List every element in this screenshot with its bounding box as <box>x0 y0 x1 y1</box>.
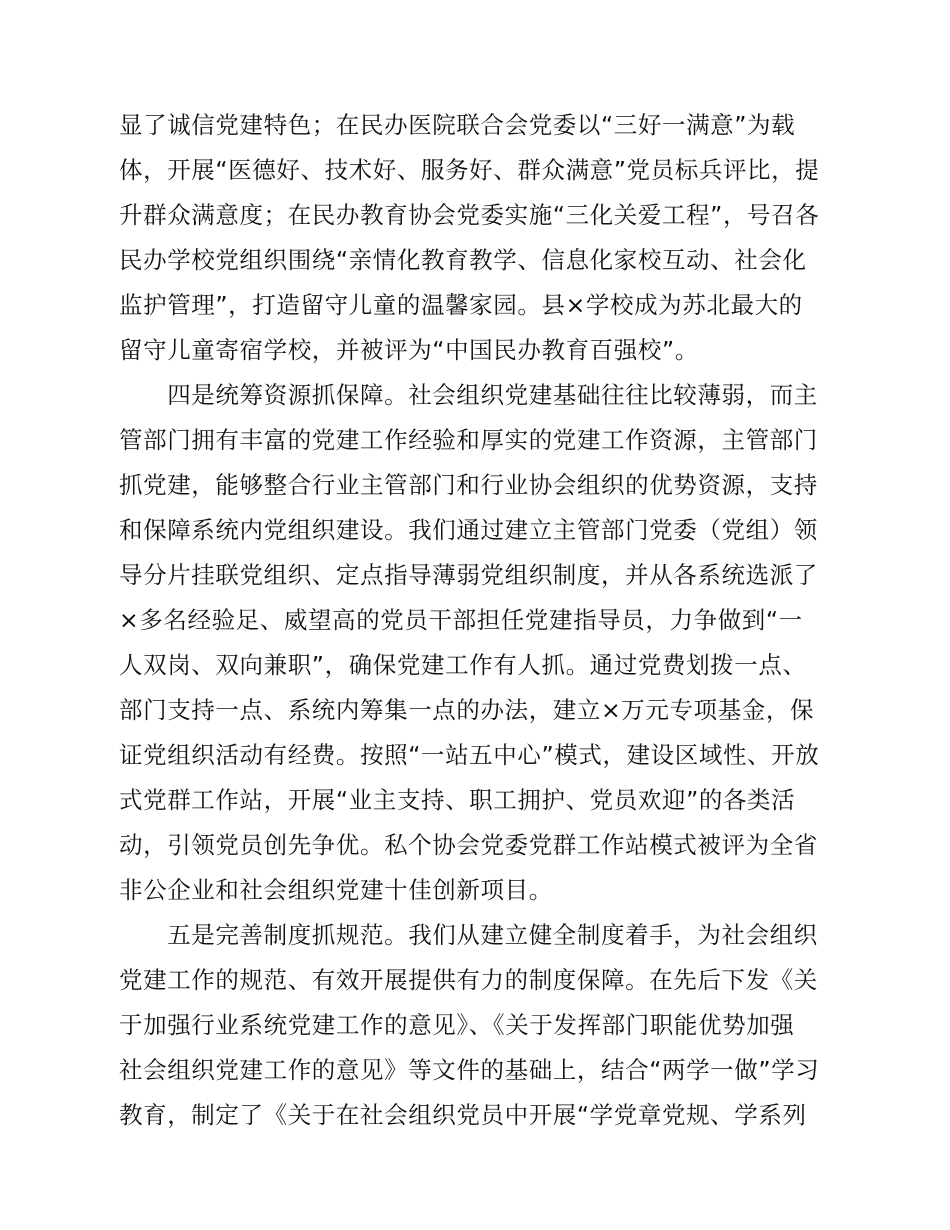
text-line-4: 民办学校党组织围绕“亲情化教育教学、信息化家校互动、社会化 <box>119 246 807 274</box>
text-line-11: 导分片挂联党组织、定点指导薄弱党组织制度，并从各系统选派了 <box>119 561 818 589</box>
text-line-14: 部门支持一点、系统内筹集一点的办法，建立×万元专项基金，保 <box>119 696 815 724</box>
text-line-9: 抓党建，能够整合行业主管部门和行业协会组织的优势资源，支持 <box>119 471 818 499</box>
text-line-5: 监护管理”，打造留守儿童的温馨家园。县×学校成为苏北最大的 <box>119 291 803 319</box>
text-line-8: 管部门拥有丰富的党建工作经验和厚实的党建工作资源，主管部门 <box>119 426 818 454</box>
body-text <box>119 103 844 1138</box>
text-line-10: 和保障系统内党组织建设。我们通过建立主管部门党委（党组）领 <box>119 516 818 544</box>
text-line-16: 式党群工作站，开展“业主支持、职工拥护、党员欢迎”的各类活 <box>119 786 796 814</box>
text-line-22: 社会组织党建工作的意见》等文件的基础上，结合“两学一做”学习 <box>119 1056 820 1084</box>
text-line-23: 教育，制定了《关于在社会组织党员中开展“学党章党规、学系列 <box>119 1101 807 1129</box>
text-line-13: 人双岗、双向兼职”，确保党建工作有人抓。通过党费划拨一点、 <box>119 651 807 679</box>
text-line-7: 四是统筹资源抓保障。社会组织党建基础往往比较薄弱，而主 <box>119 381 818 409</box>
text-line-18: 非公企业和社会组织党建十佳创新项目。 <box>119 876 553 904</box>
text-line-17: 动，引领党员创先争优。私个协会党委党群工作站模式被评为全省 <box>119 831 818 859</box>
text-line-3: 升群众满意度；在民办教育协会党委实施“三化关爱工程”，号召各 <box>119 201 820 229</box>
text-line-6: 留守儿童寄宿学校，并被评为“中国民办教育百强校”。 <box>119 336 699 364</box>
text-line-19: 五是完善制度抓规范。我们从建立健全制度着手，为社会组织 <box>119 921 818 949</box>
text-line-15: 证党组织活动有经费。按照“一站五中心”模式，建设区域性、开放 <box>119 741 820 769</box>
text-line-12: ×多名经验足、威望高的党员干部担任党建指导员，力争做到“一 <box>119 606 803 634</box>
text-line-21: 于加强行业系统党建工作的意见》、《关于发挥部门职能优势加强 <box>119 1011 795 1039</box>
text-line-2: 体，开展“医德好、技术好、服务好、群众满意”党员标兵评比，提 <box>119 156 820 184</box>
text-line-1: 显了诚信党建特色；在民办医院联合会党委以“三好一满意”为载 <box>119 111 796 139</box>
text-line-20: 党建工作的规范、有效开展提供有力的制度保障。在先后下发《关 <box>119 966 818 994</box>
